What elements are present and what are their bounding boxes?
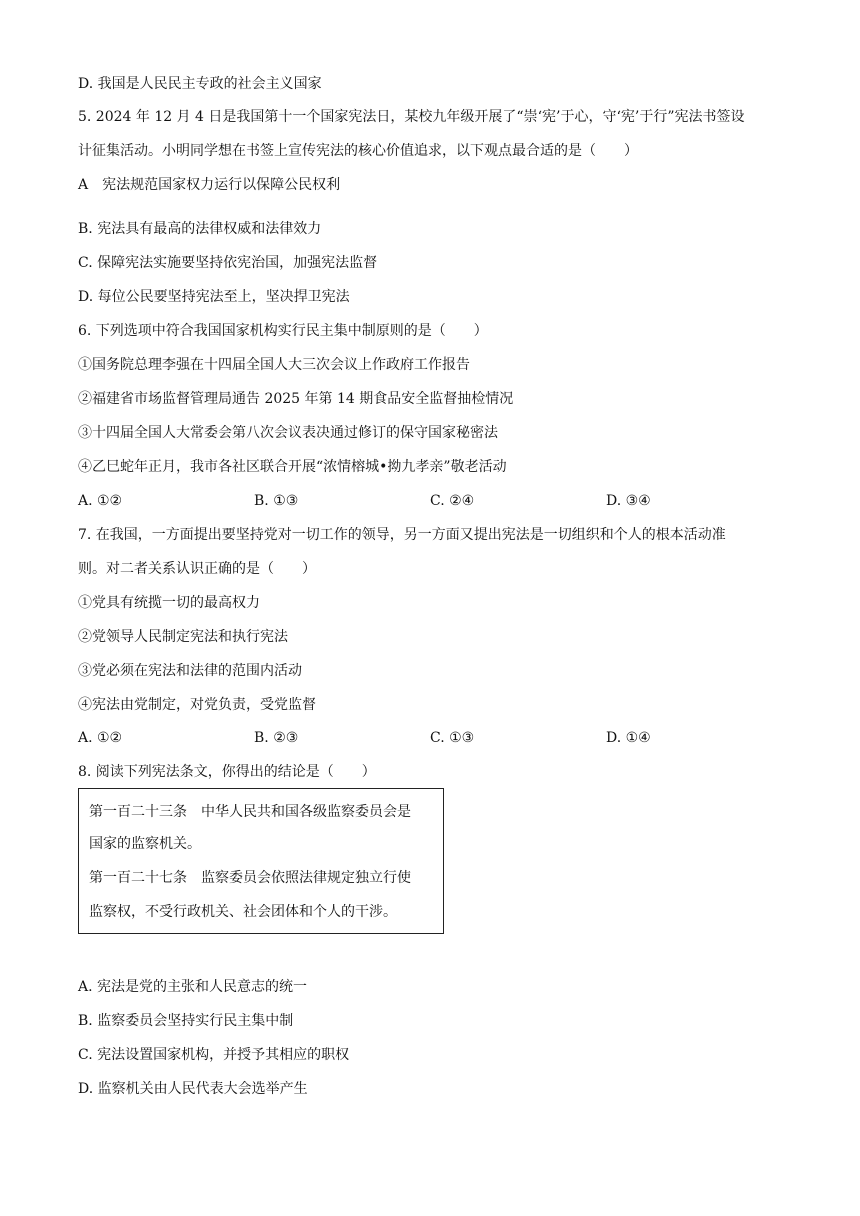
q7-item-4: ④宪法由党制定，对党负责，受党监督 [78,697,316,713]
q6-item-4: ④乙巳蛇年正月，我市各社区联合开展“浓情榕城•拗九孝亲”敬老活动 [78,459,507,475]
q6-item-3: ③十四届全国人大常委会第八次会议表决通过修订的保守国家秘密法 [78,425,498,441]
q5-option-b: B. 宪法具有最高的法律权威和法律效力 [78,221,322,237]
q6-option-d: D. ③④ [606,493,651,509]
q6-option-a: A. ①② [78,493,123,509]
q7-option-a: A. ①② [78,730,123,746]
q8-box-line-3: 第一百二十七条 监察委员会依照法律规定独立行使 [89,870,411,886]
q7-option-b: B. ②③ [254,730,299,746]
q8-box-line-1: 第一百二十三条 中华人民共和国各级监察委员会是 [89,804,411,820]
q8-option-b: B. 监察委员会坚持实行民主集中制 [78,1013,294,1029]
q6-item-2: ②福建省市场监督管理局通告 2025 年第 14 期食品安全监督抽检情况 [78,391,514,407]
q8-option-d: D. 监察机关由人民代表大会选举产生 [78,1081,308,1097]
q8-box-line-2: 国家的监察机关。 [89,836,201,852]
q6-option-c: C. ②④ [430,493,475,509]
q7-option-c: C. ①③ [430,730,475,746]
q8-stem: 8. 阅读下列宪法条文，你得出的结论是（ ） [78,764,376,780]
q8-constitution-box [78,788,444,934]
q8-box-line-4: 监察权，不受行政机关、社会团体和个人的干涉。 [89,904,397,920]
q6-stem: 6. 下列选项中符合我国国家机构实行民主集中制原则的是（ ） [78,323,488,339]
q7-stem-line-1: 7. 在我国，一方面提出要坚持党对一切工作的领导，另一方面又提出宪法是一切组织和个人的根本活动准 [78,527,726,543]
q6-option-b: B. ①③ [254,493,299,509]
q7-option-d: D. ①④ [606,730,651,746]
q5-stem-line-2: 计征集活动。小明同学想在书签上宣传宪法的核心价值追求，以下观点最合适的是（ ） [78,143,638,159]
q7-stem-line-2: 则。对二者关系认识正确的是（ ） [78,561,316,577]
q7-item-2: ②党领导人民制定宪法和执行宪法 [78,629,288,645]
q5-stem-line-1: 5. 2024 年 12 月 4 日是我国第十一个国家宪法日，某校九年级开展了“崇‘宪’于心，守‘宪’于行”宪法书签设 [78,109,745,125]
q6-item-1: ①国务院总理李强在十四届全国人大三次会议上作政府工作报告 [78,357,470,373]
q4-option-d: D. 我国是人民民主专政的社会主义国家 [78,76,322,92]
q8-option-c: C. 宪法设置国家机构，并授予其相应的职权 [78,1047,350,1063]
q7-item-1: ①党具有统揽一切的最高权力 [78,595,260,611]
q8-option-a: A. 宪法是党的主张和人民意志的统一 [78,979,308,995]
q7-item-3: ③党必须在宪法和法律的范围内活动 [78,663,302,679]
q5-option-a: A 宪法规范国家权力运行以保障公民权利 [78,177,341,193]
q5-option-c: C. 保障宪法实施要坚持依宪治国，加强宪法监督 [78,255,378,271]
q5-option-d: D. 每位公民要坚持宪法至上，坚决捍卫宪法 [78,289,350,305]
